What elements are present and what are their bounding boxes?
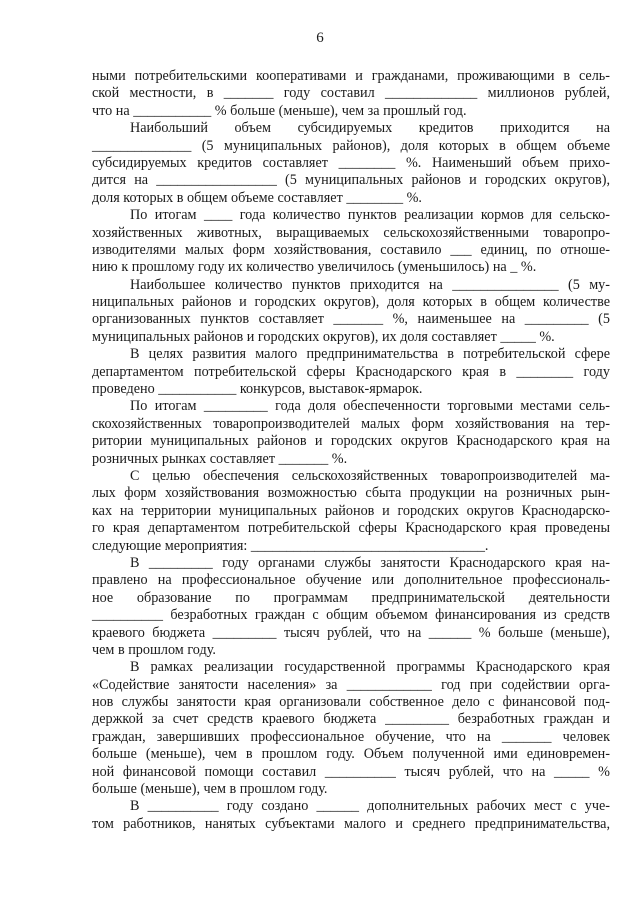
text-line: го края департаментом потребительской сферы Краснодарского края проведены	[92, 520, 610, 537]
text-line: субсидируемых кредитов составляет ________ %. Наименьший объем прихо-	[92, 154, 610, 171]
text-line: больше (меньше), чем в прошлом году.	[92, 781, 328, 798]
text-line: держкой за счет средств краевого бюджета _________ безработных граждан и	[92, 711, 610, 728]
text-line: «Содействие занятости населения» за ____________ год при содействии орга-	[92, 676, 610, 693]
text-line: ной финансовой помощи составил __________ тысяч рублей, что на _____ %	[92, 763, 610, 780]
text-line: чем в прошлом году.	[92, 641, 216, 658]
text-line: нию к прошлому году их количество увеличилось (уменьшилось) на _ %.	[92, 259, 537, 276]
text-line: лых форм хозяйствования возможностью сбыта продукции на розничных рын-	[92, 485, 610, 502]
text-line: В _________ году органами службы занятости Краснодарского края на-	[130, 554, 610, 571]
text-line: граждан, завершивших профессиональное обучение, что на _______ человек	[92, 728, 610, 745]
text-line: __________ безработных граждан с общим объемом финансирования из средств	[92, 607, 610, 624]
text-line: доля которых в общем объеме составляет ________ %.	[92, 189, 422, 206]
text-line: дится на _________________ (5 муниципальных районов и городских округов),	[92, 172, 610, 189]
text-line: том работников, нанятых субъектами малого и среднего предпринимательства,	[92, 815, 610, 832]
text-line: правлено на профессиональное обучение или дополнительное профессиональ-	[92, 572, 610, 589]
text-line: По итогам ____ года количество пунктов реализации кормов для сельско-	[130, 207, 610, 224]
text-line: В целях развития малого предпринимательства в потребительской сфере	[130, 346, 610, 363]
text-line: ными потребительскими кооперативами и гражданами, проживающими в сель-	[92, 68, 610, 84]
text-line: ках на территории муниципальных районов и городских округов Краснодарско-	[92, 502, 610, 519]
text-line: скохозяйственных товаропроизводителей малых форм хозяйствования на тер-	[92, 415, 610, 432]
text-line: Наибольшее количество пунктов приходится на _______________ (5 му-	[130, 276, 610, 293]
text-line: департаментом потребительской сферы Краснодарского края в ________ году	[92, 363, 610, 380]
page-number: 6	[316, 30, 324, 46]
text-line: организованных пунктов составляет _______ %, наименьшее на _________ (5	[92, 311, 610, 328]
text-line: ______________ (5 муниципальных районов), доля которых в общем объеме	[92, 137, 610, 154]
text-line: ное образование по программам предпринимательской деятельности	[92, 589, 610, 606]
text-line: По итогам _________ года доля обеспеченности торговыми местами сель-	[130, 398, 610, 415]
document-body	[92, 68, 610, 833]
text-line: проведено ___________ конкурсов, выставок-ярмарок.	[92, 381, 423, 398]
text-line: ниципальных районов и городских округов), доля которых в общем количестве	[92, 294, 610, 311]
text-line: нов службы занятости края организовали собственное дело с финансовой под-	[92, 694, 610, 711]
text-line: больше (меньше), чем в прошлом году. Объем полученной ими единовремен-	[92, 746, 610, 763]
text-line: ритории муниципальных районов и городских округов Краснодарского края на	[92, 433, 610, 450]
text-line: следующие мероприятия: _________________________________.	[92, 537, 489, 554]
text-line: С целью обеспечения сельскохозяйственных товаропроизводителей ма-	[130, 467, 610, 484]
text-line: что на ___________ % больше (меньше), чем за прошлый год.	[92, 102, 467, 119]
text-line: В рамках реализации государственной программы Краснодарского края	[130, 659, 610, 676]
text-line: изводителями малых форм хозяйствования, составило ___ единиц, по отноше-	[92, 241, 610, 258]
text-line: ской местности, в _______ году составил _____________ миллионов рублей,	[92, 85, 610, 102]
text-line: хозяйственных животных, выращиваемых сельскохозяйственными товаропро-	[92, 224, 610, 241]
text-line: краевого бюджета _________ тысяч рублей, что на ______ % больше (меньше),	[92, 624, 610, 641]
text-line: В __________ году создано ______ дополнительных рабочих мест с уче-	[130, 798, 610, 815]
text-line: розничных рынках составляет _______ %.	[92, 450, 348, 467]
text-line: муниципальных районов и городских округов), их доля составляет _____ %.	[92, 328, 555, 345]
text-line: Наибольший объем субсидируемых кредитов приходится на	[130, 120, 610, 137]
